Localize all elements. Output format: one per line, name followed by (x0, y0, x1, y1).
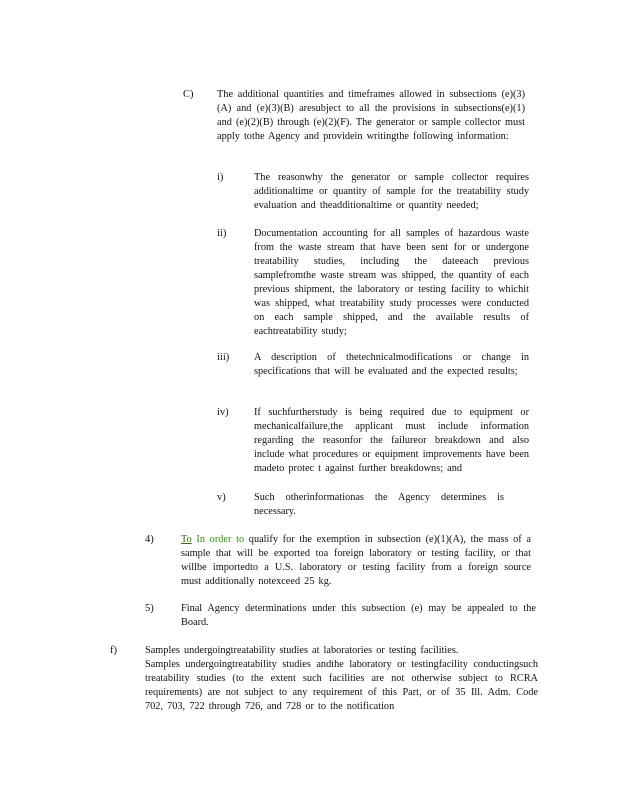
item-4-label: 4) (145, 534, 154, 545)
item-c-label: C) (183, 89, 194, 100)
item-5-label: 5) (145, 603, 154, 614)
item-iv-label: iv) (217, 407, 229, 418)
item-v-label: v) (217, 492, 226, 503)
item-iv-text: If suchfurtherstudy is being required due to equipment or mechanicalfailure,the applicant must include information regarding the reasonfor the failureor breakdown and also include what procedures or equipment improvements have been madeto protec t against further breakdowns; and (254, 407, 529, 474)
item-5-text: Final Agency determinations under this subsection (e) may be appealed to the Board. (181, 603, 536, 628)
inserted-text: In order to (196, 534, 245, 545)
item-4-body: qualify for the exemption in subsection (e)(1)(A), the mass of a sample that will be exported toa foreign laboratory or testing facility, or that willbe importedto a U.S. laboratory or testing facility from a foreign source must additionally notexceed 25 kg. (181, 534, 531, 587)
item-v-text: Such otherinformationas the Agency determines is necessary. (254, 492, 504, 517)
item-i-label: i) (217, 172, 224, 183)
item-4-text (181, 533, 531, 589)
item-f-text: Samples undergoingtreatability studies andthe laboratory or testingfacility conductingsuch treatability studies (to the extent such facilities are not otherwise subject to RCRA requirements) are not subject to any requirement of this Part, or of 35 Ill. Adm. Code 702, 703, 722 through 726, and 728 or to the notification (145, 659, 538, 712)
item-ii-text: Documentation accounting for all samples of hazardous waste from the waste stream that have been sent for or undergone treatability studies, including the dateeach previous samplefromthe waste stream was shipped, the quantity of each previous shipment, the laboratory or testing facility to whichit was shipped, what treatability study processes were conducted on each sample shipped, and the available results of eachtreatability study; (254, 228, 529, 337)
item-c-text: The additional quantities and timeframes allowed in subsections (e)(3)(A) and (e)(3)(B) aresubject to all the provisions in subsections(e)(1) and (e)(2)(B) through (e)(2)(F). The generator or sample collector must apply tothe Agency and providein writingthe following information: (217, 89, 525, 142)
item-i-text: The reasonwhy the generator or sample collector requires additionaltime or quantity of sample for the treatability study evaluation and theadditionaltime or quantity needed; (254, 172, 529, 211)
item-ii-label: ii) (217, 228, 227, 239)
item-f-heading: Samples undergoingtreatability studies at laboratories or testing facilities. (145, 645, 459, 656)
item-iii-label: iii) (217, 352, 230, 363)
item-iii-text: A description of thetechnicalmodifications or change in specifications that will be evaluated and the expected results; (254, 352, 529, 377)
item-f-label: f) (110, 645, 117, 656)
struck-text: To (181, 534, 192, 545)
